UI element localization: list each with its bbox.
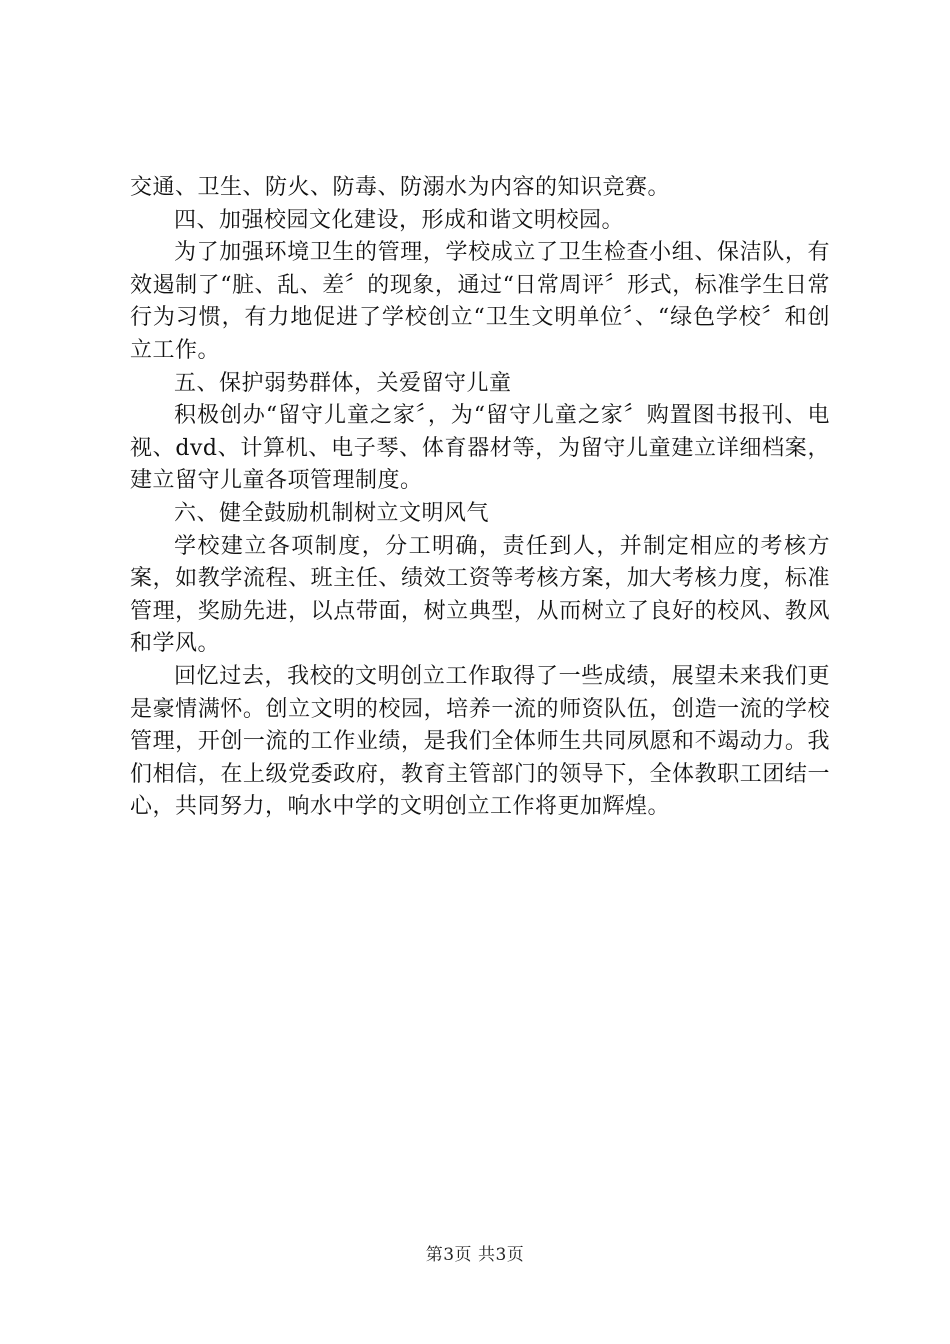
heading-section-five: 五、保护弱势群体，关爱留守儿童	[174, 370, 512, 396]
paragraph-hygiene: 为了加强环境卫生的管理，学校成立了卫生检查小组、保洁队，有效遏制了“脏、乱、差〞的现象，通过“日常周评〞形式，标准学生日常行为习惯，有力地促进了学校创立“卫生文明单位〞、“绿色学校〞和创立工作。	[130, 240, 830, 363]
paragraph-conclusion: 回忆过去，我校的文明创立工作取得了一些成绩，展望未来我们更是豪情满怀。创立文明的校园，培养一流的师资队伍，创造一流的学校管理，开创一流的工作业绩，是我们全体师生共同夙愿和不竭动力。我们相信，在上级党委政府，教育主管部门的领导下，全体教职工团结一心，共同努力，响水中学的文明创立工作将更加辉煌。	[130, 663, 830, 820]
heading-section-six: 六、健全鼓励机制树立文明风气	[174, 500, 490, 526]
document-body	[130, 172, 830, 824]
paragraph-continuation: 交通、卫生、防火、防毒、防溺水为内容的知识竞赛。	[130, 175, 671, 200]
page-number-footer: 第3页 共3页	[425, 1245, 525, 1265]
paragraph-incentives: 学校建立各项制度，分工明确，责任到人，并制定相应的考核方案，如教学流程、班主任、绩效工资等考核方案，加大考核力度，标准管理，奖励先进，以点带面，树立典型，从而树立了良好的校风、教风和学风。	[130, 533, 830, 657]
paragraph-left-behind-children: 积极创办“留守儿童之家〞，为“留守儿童之家〞购置图书报刊、电视、dvd、计算机、电子琴、体育器材等，为留守儿童建立详细档案，建立留守儿童各项管理制度。	[130, 403, 830, 494]
heading-section-four: 四、加强校园文化建设，形成和谐文明校园。	[174, 207, 625, 233]
